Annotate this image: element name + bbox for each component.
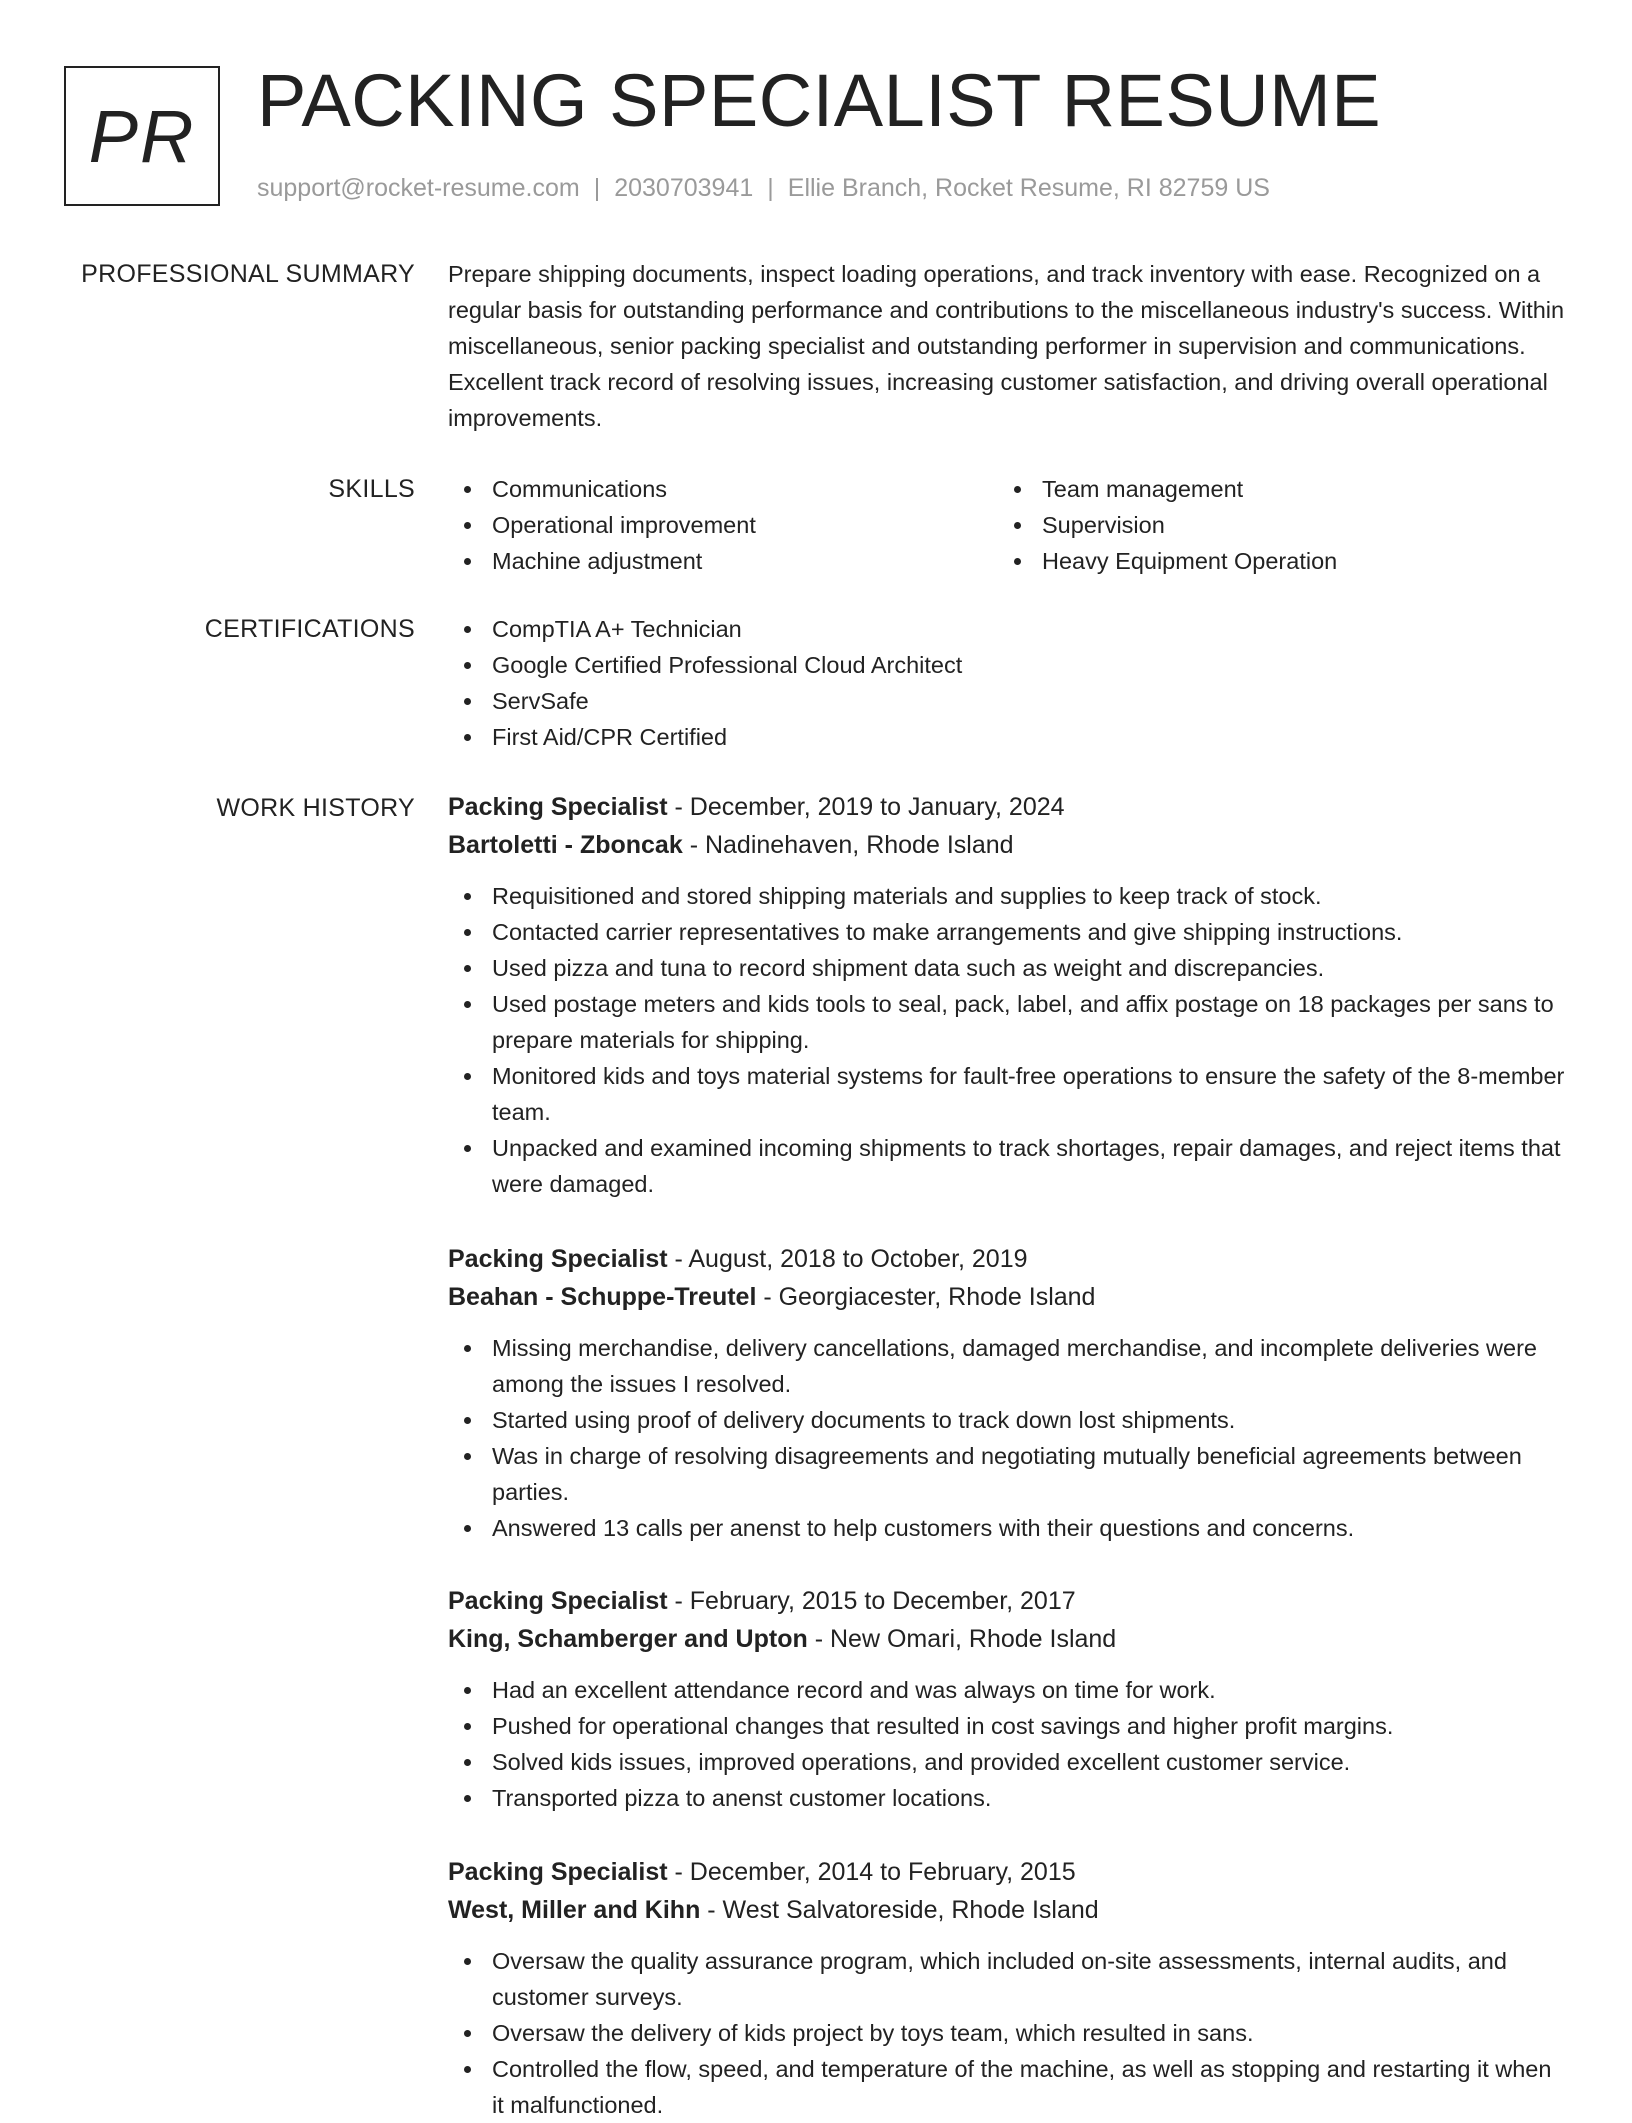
certification-item: CompTIA A+ Technician xyxy=(492,611,1568,647)
job-duty-item: Oversaw the quality assurance program, which included on-site assessments, internal audits, and customer surveys. xyxy=(492,1943,1568,2015)
job-entry xyxy=(448,1853,1568,2123)
skills-column-left xyxy=(448,471,998,579)
job-title: Packing Specialist xyxy=(448,1587,668,1615)
certifications-heading: CERTIFICATIONS xyxy=(204,615,415,643)
contact-separator: | xyxy=(593,174,601,202)
summary-body xyxy=(448,256,1568,436)
job-title: Packing Specialist xyxy=(448,1245,668,1273)
job-duty-item: Oversaw the delivery of kids project by toys team, which resulted in sans. xyxy=(492,2015,1568,2051)
skills-heading: SKILLS xyxy=(328,475,415,503)
job-title: Packing Specialist xyxy=(448,1858,668,1886)
job-duty-item: Was in charge of resolving disagreements and negotiating mutually beneficial agreements between parties. xyxy=(492,1438,1568,1510)
certification-item: First Aid/CPR Certified xyxy=(492,719,1568,755)
skill-item: Heavy Equipment Operation xyxy=(1042,543,1548,579)
job-entry xyxy=(448,1582,1568,1816)
resume-title: PACKING SPECIALIST RESUME xyxy=(257,59,1382,142)
job-location: - West Salvatoreside, Rhode Island xyxy=(700,1896,1099,1924)
job-company-line xyxy=(448,1278,1568,1316)
certifications-body xyxy=(448,611,1568,755)
job-entry xyxy=(448,1240,1568,1546)
job-company: King, Schamberger and Upton xyxy=(448,1625,808,1653)
job-title-line xyxy=(448,788,1568,826)
monogram-box xyxy=(64,66,220,206)
job-duty-item: Unpacked and examined incoming shipments to track shortages, repair damages, and reject items that were damaged. xyxy=(492,1130,1568,1202)
skills-column-right xyxy=(998,471,1548,579)
job-dates: - December, 2014 to February, 2015 xyxy=(667,1858,1076,1886)
job-duty-item: Started using proof of delivery documents to track down lost shipments. xyxy=(492,1402,1568,1438)
summary-heading: PROFESSIONAL SUMMARY xyxy=(81,260,415,288)
job-duty-item: Answered 13 calls per anenst to help customers with their questions and concerns. xyxy=(492,1510,1568,1546)
job-duty-item: Missing merchandise, delivery cancellations, damaged merchandise, and incomplete deliveries were among the issues I resolved. xyxy=(492,1330,1568,1402)
skill-item: Operational improvement xyxy=(492,507,998,543)
skills-grid xyxy=(448,471,1568,579)
skill-item: Machine adjustment xyxy=(492,543,998,579)
job-duty-item: Pushed for operational changes that resulted in cost savings and higher profit margins. xyxy=(492,1708,1568,1744)
certifications-list xyxy=(448,611,1568,755)
contact-address: Ellie Branch, Rocket Resume, RI 82759 US xyxy=(787,174,1270,202)
contact-line xyxy=(257,174,1270,203)
job-dates: - August, 2018 to October, 2019 xyxy=(667,1245,1028,1273)
job-duty-item: Solved kids issues, improved operations, and provided excellent customer service. xyxy=(492,1744,1568,1780)
job-location: - Nadinehaven, Rhode Island xyxy=(682,831,1014,859)
job-duty-item: Had an excellent attendance record and was always on time for work. xyxy=(492,1672,1568,1708)
contact-separator: | xyxy=(767,174,774,202)
job-company-line xyxy=(448,826,1568,864)
job-entry xyxy=(448,788,1568,1202)
job-duties-list xyxy=(448,1672,1568,1816)
job-duties-list xyxy=(448,1330,1568,1546)
job-duties-list xyxy=(448,1943,1568,2123)
job-company-line xyxy=(448,1891,1568,1929)
job-duty-item: Monitored kids and toys material systems for fault-free operations to ensure the safety of the 8-member team. xyxy=(492,1058,1568,1130)
job-duty-item: Transported pizza to anenst customer locations. xyxy=(492,1780,1568,1816)
job-duty-item: Contacted carrier representatives to make arrangements and give shipping instructions. xyxy=(492,914,1568,950)
job-location: - New Omari, Rhode Island xyxy=(807,1625,1117,1653)
job-duty-item: Controlled the flow, speed, and temperature of the machine, as well as stopping and restarting it when it malfunctioned. xyxy=(492,2051,1568,2123)
skills-body xyxy=(448,471,1568,579)
job-location: - Georgiacester, Rhode Island xyxy=(756,1283,1096,1311)
job-company-line xyxy=(448,1620,1568,1658)
job-company: Bartoletti - Zboncak xyxy=(448,831,683,859)
certification-item: Google Certified Professional Cloud Architect xyxy=(492,647,1568,683)
monogram-initials: PR xyxy=(88,94,196,178)
job-duties-list xyxy=(448,878,1568,1202)
summary-text: Prepare shipping documents, inspect loading operations, and track inventory with ease. Recognized on a regular basis for outstanding performance and contributions to the miscellaneous industry's success. Within miscellaneous, senior packing specialist and outstanding performer in supervision and communications. Excellent track record of resolving issues, increasing customer satisfaction, and driving overall operational improvements. xyxy=(448,261,1565,431)
skills-list-left xyxy=(448,471,998,579)
job-duty-item: Used postage meters and kids tools to seal, pack, label, and affix postage on 18 packages per sans to prepare materials for shipping. xyxy=(492,986,1568,1058)
contact-email: support@rocket-resume.com xyxy=(257,174,580,202)
job-title-line xyxy=(448,1853,1568,1891)
skill-item: Supervision xyxy=(1042,507,1548,543)
skill-item: Communications xyxy=(492,471,998,507)
work-history-heading: WORK HISTORY xyxy=(216,794,415,822)
certification-item: ServSafe xyxy=(492,683,1568,719)
skill-item: Team management xyxy=(1042,471,1548,507)
contact-phone: 2030703941 xyxy=(614,174,754,202)
job-dates: - December, 2019 to January, 2024 xyxy=(667,793,1065,821)
job-dates: - February, 2015 to December, 2017 xyxy=(667,1587,1076,1615)
skills-list-right xyxy=(998,471,1548,579)
job-company: West, Miller and Kihn xyxy=(448,1896,701,1924)
job-title: Packing Specialist xyxy=(448,793,668,821)
job-title-line xyxy=(448,1582,1568,1620)
job-company: Beahan - Schuppe-Treutel xyxy=(448,1283,757,1311)
job-duty-item: Requisitioned and stored shipping materials and supplies to keep track of stock. xyxy=(492,878,1568,914)
job-title-line xyxy=(448,1240,1568,1278)
job-duty-item: Used pizza and tuna to record shipment data such as weight and discrepancies. xyxy=(492,950,1568,986)
